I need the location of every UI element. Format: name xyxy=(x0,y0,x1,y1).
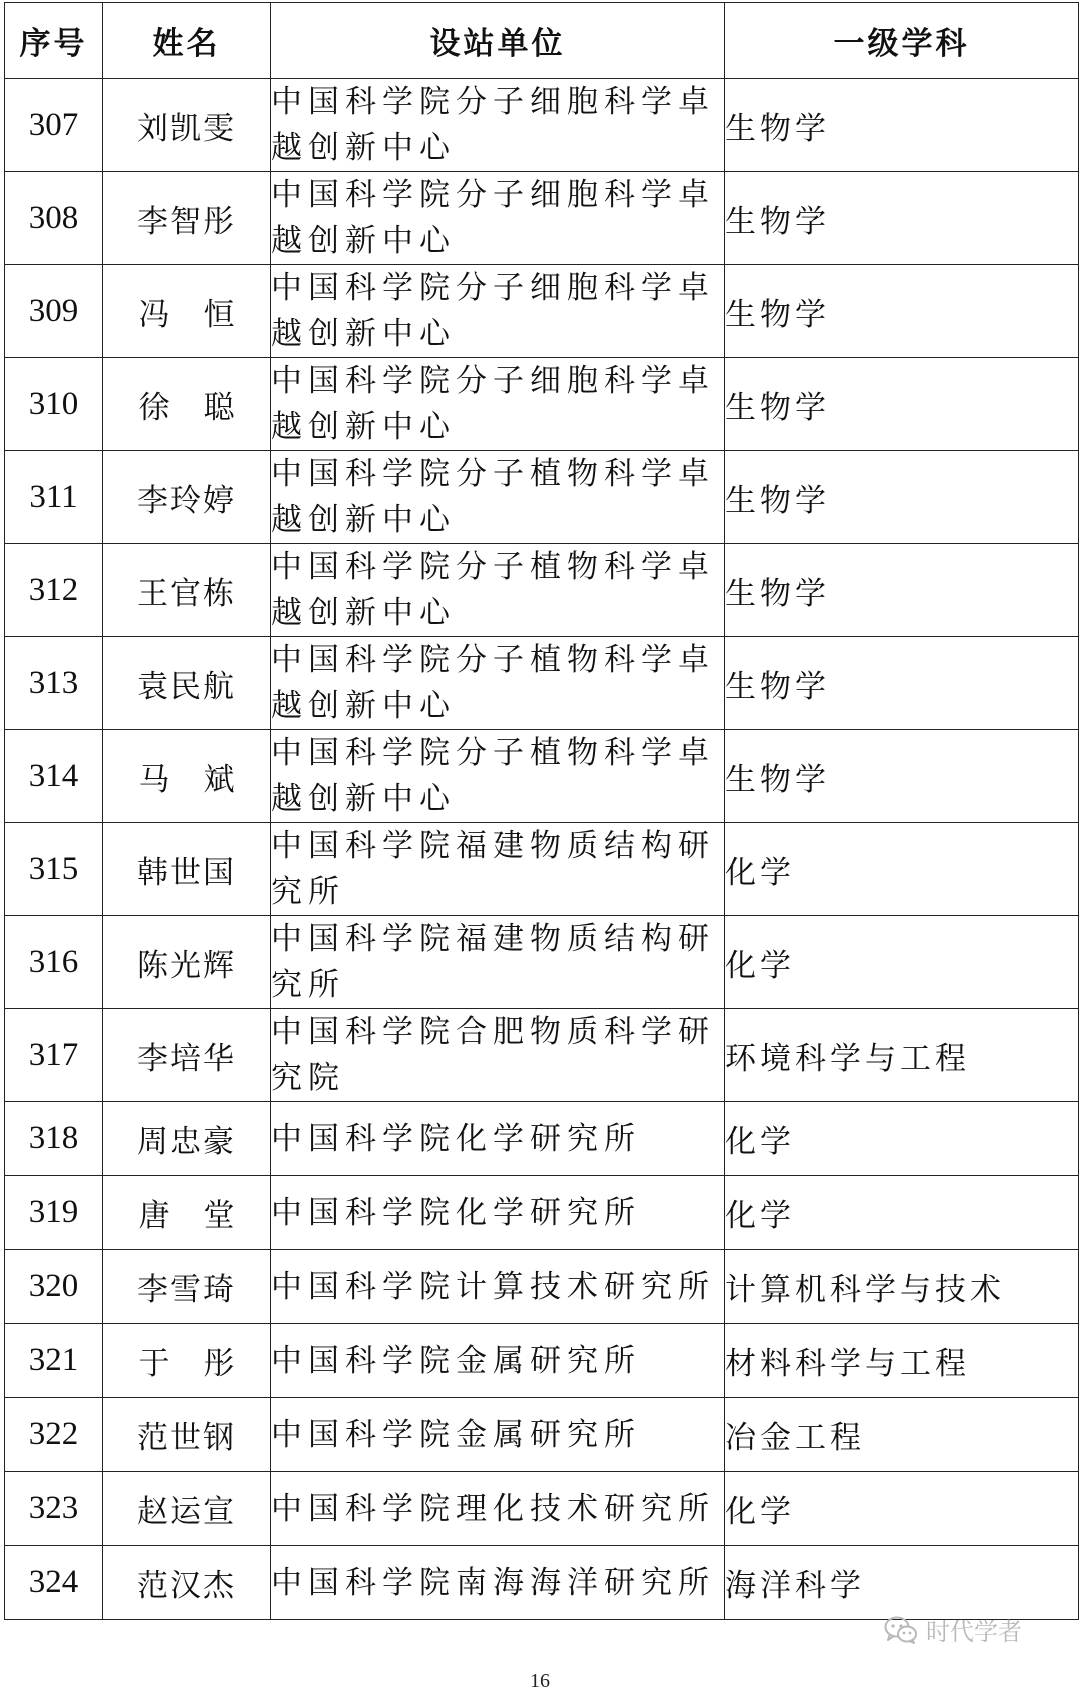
row-name: 徐聪 xyxy=(103,358,271,451)
table-row xyxy=(5,1546,1079,1620)
row-subject: 化学 xyxy=(725,1102,1079,1176)
roster-table xyxy=(4,2,1079,1620)
table-row xyxy=(5,1250,1079,1324)
table-row xyxy=(5,1324,1079,1398)
row-name: 马斌 xyxy=(103,730,271,823)
table-row xyxy=(5,1176,1079,1250)
header-no: 序号 xyxy=(5,3,103,79)
row-no: 324 xyxy=(5,1546,103,1620)
row-name: 王官栋 xyxy=(103,544,271,637)
row-unit: 中国科学院分子植物科学卓越创新中心 xyxy=(271,451,725,544)
row-subject: 化学 xyxy=(725,1176,1079,1250)
table-row xyxy=(5,1009,1079,1102)
row-name: 赵运宣 xyxy=(103,1472,271,1546)
table-row xyxy=(5,451,1079,544)
row-name: 冯恒 xyxy=(103,265,271,358)
row-no: 323 xyxy=(5,1472,103,1546)
row-subject: 冶金工程 xyxy=(725,1398,1079,1472)
row-no: 322 xyxy=(5,1398,103,1472)
row-name: 韩世国 xyxy=(103,823,271,916)
row-no: 315 xyxy=(5,823,103,916)
row-subject: 化学 xyxy=(725,1472,1079,1546)
row-no: 313 xyxy=(5,637,103,730)
row-unit: 中国科学院合肥物质科学研究院 xyxy=(271,1009,725,1102)
row-name: 周忠豪 xyxy=(103,1102,271,1176)
row-subject: 环境科学与工程 xyxy=(725,1009,1079,1102)
table-row xyxy=(5,544,1079,637)
row-subject: 生物学 xyxy=(725,358,1079,451)
table-row xyxy=(5,265,1079,358)
row-unit: 中国科学院分子细胞科学卓越创新中心 xyxy=(271,79,725,172)
row-unit: 中国科学院福建物质结构研究所 xyxy=(271,916,725,1009)
row-no: 317 xyxy=(5,1009,103,1102)
row-subject: 化学 xyxy=(725,916,1079,1009)
row-subject: 生物学 xyxy=(725,544,1079,637)
row-subject: 生物学 xyxy=(725,265,1079,358)
row-unit: 中国科学院理化技术研究所 xyxy=(271,1472,725,1546)
row-name: 陈光辉 xyxy=(103,916,271,1009)
header-subject: 一级学科 xyxy=(725,3,1079,79)
row-unit: 中国科学院化学研究所 xyxy=(271,1176,725,1250)
row-unit: 中国科学院分子细胞科学卓越创新中心 xyxy=(271,265,725,358)
table-row xyxy=(5,1398,1079,1472)
row-subject: 生物学 xyxy=(725,79,1079,172)
header-name: 姓名 xyxy=(103,3,271,79)
table-row xyxy=(5,1472,1079,1546)
row-name: 李智彤 xyxy=(103,172,271,265)
row-name: 袁民航 xyxy=(103,637,271,730)
watermark-text: 时代学者 xyxy=(926,1618,1022,1646)
row-no: 311 xyxy=(5,451,103,544)
watermark xyxy=(884,1612,1022,1647)
row-name: 唐堂 xyxy=(103,1176,271,1250)
row-unit: 中国科学院南海海洋研究所 xyxy=(271,1546,725,1620)
row-unit: 中国科学院福建物质结构研究所 xyxy=(271,823,725,916)
row-name: 李雪琦 xyxy=(103,1250,271,1324)
row-no: 310 xyxy=(5,358,103,451)
table-row xyxy=(5,637,1079,730)
row-unit: 中国科学院分子细胞科学卓越创新中心 xyxy=(271,358,725,451)
row-subject: 材料科学与工程 xyxy=(725,1324,1079,1398)
row-unit: 中国科学院金属研究所 xyxy=(271,1324,725,1398)
header-unit: 设站单位 xyxy=(271,3,725,79)
wechat-icon xyxy=(884,1615,918,1645)
row-subject: 生物学 xyxy=(725,730,1079,823)
row-name: 于彤 xyxy=(103,1324,271,1398)
row-name: 刘凯雯 xyxy=(103,79,271,172)
table-row xyxy=(5,730,1079,823)
table-row xyxy=(5,358,1079,451)
row-subject: 生物学 xyxy=(725,637,1079,730)
row-no: 307 xyxy=(5,79,103,172)
table-row xyxy=(5,823,1079,916)
row-no: 308 xyxy=(5,172,103,265)
row-unit: 中国科学院分子植物科学卓越创新中心 xyxy=(271,637,725,730)
row-unit: 中国科学院分子细胞科学卓越创新中心 xyxy=(271,172,725,265)
table-row xyxy=(5,1102,1079,1176)
row-subject: 化学 xyxy=(725,823,1079,916)
row-no: 318 xyxy=(5,1102,103,1176)
row-unit: 中国科学院计算技术研究所 xyxy=(271,1250,725,1324)
row-name: 范世钢 xyxy=(103,1398,271,1472)
row-no: 319 xyxy=(5,1176,103,1250)
row-unit: 中国科学院金属研究所 xyxy=(271,1398,725,1472)
row-unit: 中国科学院分子植物科学卓越创新中心 xyxy=(271,544,725,637)
row-subject: 生物学 xyxy=(725,451,1079,544)
row-no: 309 xyxy=(5,265,103,358)
table-row xyxy=(5,79,1079,172)
table-row xyxy=(5,916,1079,1009)
row-name: 李玲婷 xyxy=(103,451,271,544)
table-header-row xyxy=(5,3,1079,79)
page-number: 16 xyxy=(530,1670,550,1692)
table-row xyxy=(5,172,1079,265)
row-no: 321 xyxy=(5,1324,103,1398)
row-unit: 中国科学院分子植物科学卓越创新中心 xyxy=(271,730,725,823)
row-no: 312 xyxy=(5,544,103,637)
row-no: 316 xyxy=(5,916,103,1009)
row-unit: 中国科学院化学研究所 xyxy=(271,1102,725,1176)
row-subject: 生物学 xyxy=(725,172,1079,265)
row-no: 320 xyxy=(5,1250,103,1324)
row-no: 314 xyxy=(5,730,103,823)
row-subject: 海洋科学 xyxy=(725,1546,1079,1620)
row-subject: 计算机科学与技术 xyxy=(725,1250,1079,1324)
row-name: 李培华 xyxy=(103,1009,271,1102)
row-name: 范汉杰 xyxy=(103,1546,271,1620)
